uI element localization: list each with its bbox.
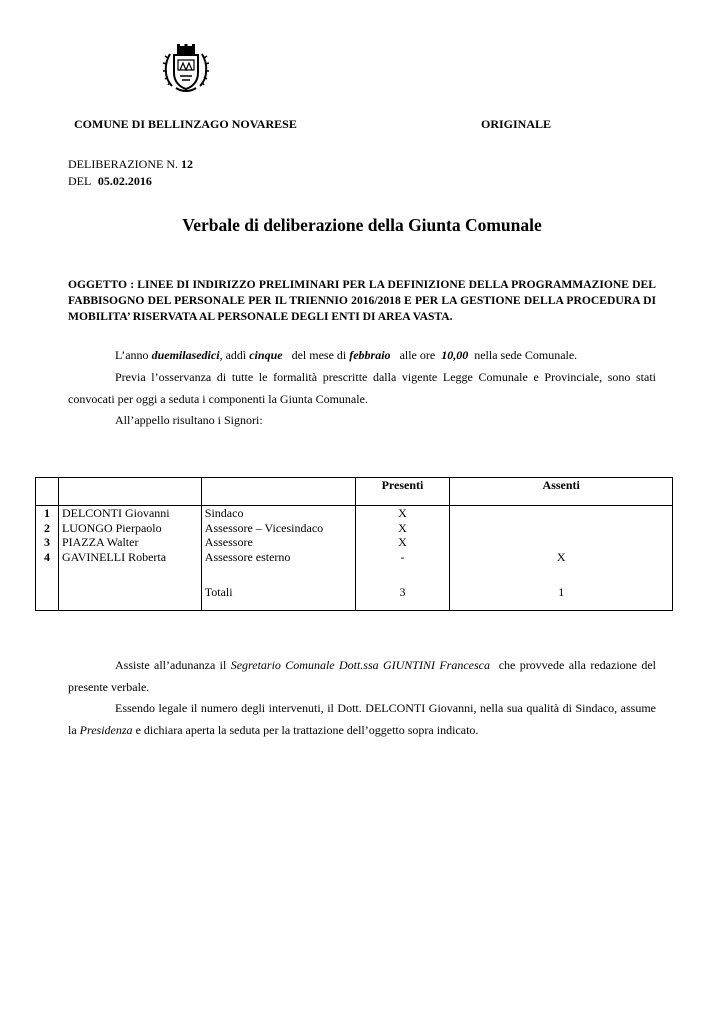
closing-paragraph-secretary (68, 655, 656, 698)
header-present: Presenti (355, 478, 450, 506)
present-marks-cell (355, 506, 450, 611)
intro-text: nella sede Comunale. (474, 348, 578, 362)
intro-text: L’anno (115, 348, 149, 362)
member-number: 4 (43, 549, 50, 564)
deliberation-number (68, 157, 193, 172)
member-role: Assessore esterno (204, 549, 291, 564)
secretary-name: Segretario Comunale Dott.ssa GIUNTINI Francesca (230, 658, 490, 672)
intro-text: alle ore (399, 348, 436, 362)
closing-text: che provvede alla redazione del presente verbale. (68, 658, 657, 694)
deliberation-number-value: 12 (180, 157, 193, 171)
member-role: Sindaco (204, 506, 244, 520)
closing-paragraph-presidency (68, 698, 656, 741)
header-cell-empty (58, 478, 201, 506)
present-mark: X (398, 535, 407, 549)
deliberation-number-label: DELIBERAZIONE N. (68, 157, 178, 171)
intro-paragraph-roll-call: All’appello risultano i Signori: (115, 413, 263, 427)
intro-text: del mese di (291, 348, 347, 362)
attendance-table (35, 477, 673, 611)
present-mark: X (398, 520, 407, 535)
member-roles-cell (201, 506, 355, 611)
member-name: PIAZZA Walter (61, 535, 139, 549)
closing-text: e dichiara aperta la seduta per la trattazione dell’oggetto sopra indicato. (135, 722, 479, 737)
deliberation-date-label: DEL (68, 174, 91, 188)
year-value: duemilasedici (151, 348, 220, 362)
absent-marks-cell (450, 506, 673, 611)
presidency-word: Presidenza (79, 722, 133, 737)
attendance-header-row (36, 478, 673, 506)
absent-mark (453, 521, 669, 536)
total-absent: 1 (558, 585, 565, 599)
absent-mark (453, 535, 669, 550)
header-cell-empty (201, 478, 355, 506)
intro-paragraph-convocation: Previa l’osservanza di tutte le formalità prescritte dalla vigente Legge Comunale e Provinciale, sono stati convocati per oggi a seduta i componenti la Giunta Comunale. (68, 370, 656, 406)
total-present: 3 (399, 585, 406, 599)
member-number: 3 (43, 535, 50, 549)
member-name: DELCONTI Giovanni (61, 506, 170, 520)
intro-paragraph-date (68, 345, 656, 367)
month-value: febbraio (349, 348, 391, 362)
present-mark: X (398, 506, 407, 520)
member-role: Assessore – Vicesindaco (204, 520, 324, 535)
deliberation-date-value: 05.02.2016 (97, 174, 152, 188)
header-absent: Assenti (450, 478, 673, 506)
member-role: Assessore (204, 535, 253, 549)
municipal-crest-icon (162, 44, 210, 94)
intro-text: , addì (219, 348, 247, 362)
municipality-name: COMUNE DI BELLINZAGO NOVARESE (74, 117, 297, 131)
subject-paragraph: OGGETTO : LINEE DI INDIRIZZO PRELIMINARI PER LA DEFINIZIONE DELLA PROGRAMMAZIONE DEL FABBISOGNO DEL PERSONALE PER IL TRIENNIO 2016/2018 E PER LA GESTIONE DELLA PROCEDURA DI MOBILITA’ RISERVATA AL PERSONALE DEGLI ENTI DI AREA VASTA. (68, 278, 656, 323)
totals-label: Totali (204, 585, 233, 599)
time-value: 10,00 (441, 348, 469, 362)
absent-mark: X (556, 549, 566, 564)
member-names-cell (58, 506, 201, 611)
attendance-body-row (36, 506, 673, 611)
closing-text: Essendo legale il numero degli intervenuti, il Dott. DELCONTI Giovanni, nella sua qualità di Sindaco, assume la (68, 701, 656, 737)
day-value: cinque (249, 348, 283, 362)
member-number: 1 (43, 506, 50, 520)
member-name: LUONGO Pierpaolo (61, 520, 162, 535)
deliberation-date (68, 174, 152, 189)
present-mark: - (400, 549, 405, 564)
absent-mark (453, 506, 669, 521)
member-name: GAVINELLI Roberta (61, 549, 167, 564)
closing-text: Assiste all’adunanza il (115, 658, 227, 672)
copy-type-label: ORIGINALE (481, 117, 552, 131)
member-numbers-cell (36, 506, 59, 611)
header-cell-empty (36, 478, 59, 506)
member-number: 2 (43, 520, 50, 535)
document-title: Verbale di deliberazione della Giunta Comunale (182, 215, 542, 235)
